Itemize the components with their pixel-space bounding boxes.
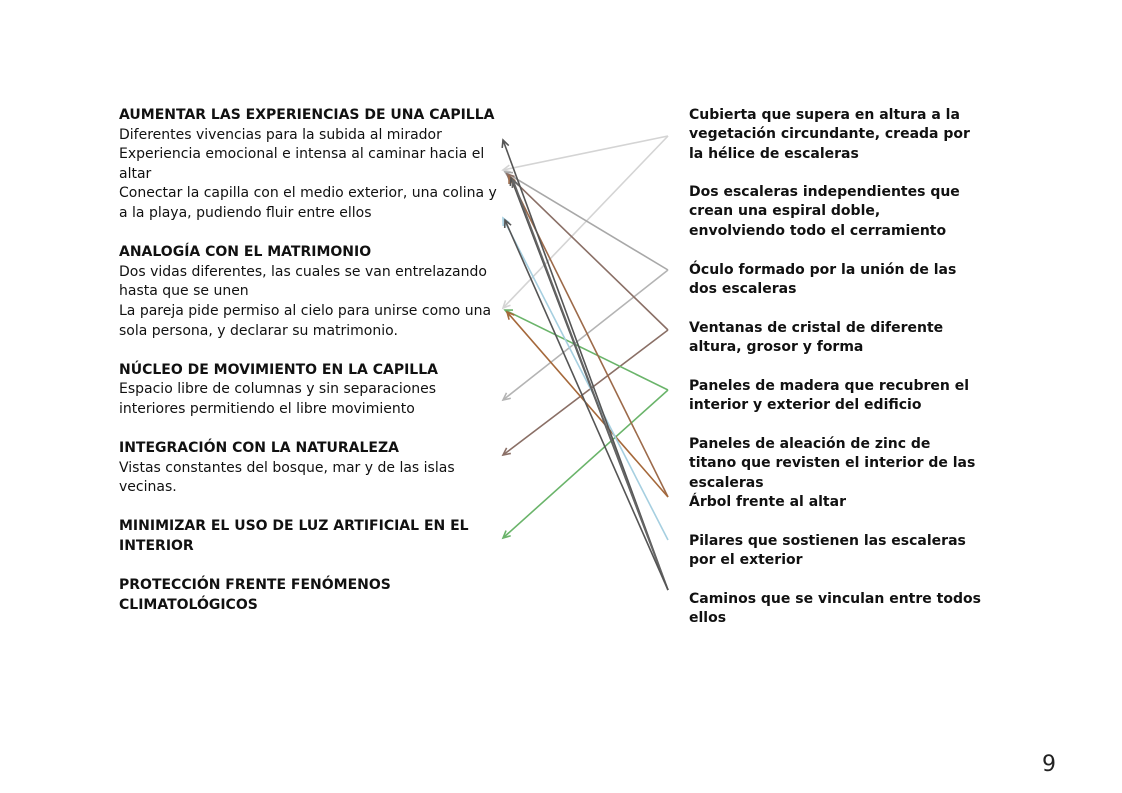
connection-line [505, 172, 668, 270]
right-item-7: Pilares que sostienen las escaleras por el exterior [689, 533, 966, 569]
page-number: 9 [1042, 752, 1056, 777]
connection-line [503, 390, 668, 538]
right-item-1: Dos escaleras independientes que crean una espiral doble, envolviendo todo el cerramiento [689, 184, 960, 239]
left-block-line: Espacio libre de columnas y sin separaciones interiores permitiendo el libre movimiento [119, 381, 437, 417]
right-item-4: Paneles de madera que recubren el interior y exterior del edificio [689, 378, 970, 414]
connection-line [507, 174, 668, 330]
left-block-line: Dos vidas diferentes, las cuales se van entrelazando hasta que se unen [119, 263, 487, 300]
left-block-line: Vistas constantes del bosque, mar y de las islas vecinas. [119, 459, 455, 496]
left-block-line: Diferentes vivencias para la subida al mirador [119, 126, 442, 143]
left-block-heading: NÚCLEO DE MOVIMIENTO EN LA CAPILLA [119, 361, 438, 378]
left-block-heading: MINIMIZAR EL USO DE LUZ ARTIFICIAL EN EL INTERIOR [119, 518, 469, 555]
right-item-3: Ventanas de cristal de diferente altura, grosor y forma [689, 320, 944, 356]
right-item-8: Caminos que se vinculan entre todos ellos [689, 591, 981, 627]
connection-line [513, 180, 668, 590]
right-item-6: Árbol frente al altar [689, 494, 846, 510]
left-block-line: Experiencia emocional e intensa al caminar hacia el altar [119, 146, 485, 182]
right-item-0: Cubierta que supera en altura a la vegetación circundante, creada por la hélice de escaleras [689, 107, 970, 162]
connection-line [503, 218, 668, 540]
connection-line [507, 312, 668, 497]
left-block-line: La pareja pide permiso al cielo para unirse como una sola persona, y declarar su matrimonio. [119, 302, 492, 339]
connection-line [505, 220, 668, 590]
connection-line [509, 176, 668, 497]
left-block-heading: INTEGRACIÓN CON LA NATURALEZA [119, 440, 399, 457]
left-block-heading: AUMENTAR LAS EXPERIENCIAS DE UNA CAPILLA [119, 107, 495, 123]
right-item-5: Paneles de aleación de zinc de titano que revisten el interior de las escaleras [689, 436, 976, 491]
left-block-line: Conectar la capilla con el medio exterior, una colina y a la playa, pudiendo fluir entre ellos [119, 185, 497, 221]
left-block-heading: PROTECCIÓN FRENTE FENÓMENOS CLIMATOLÓGICOS [119, 577, 391, 613]
connection-line [503, 136, 668, 170]
left-block-heading: ANALOGÍA CON EL MATRIMONIO [119, 244, 372, 261]
right-item-2: Óculo formado por la unión de las dos escaleras [689, 262, 957, 298]
